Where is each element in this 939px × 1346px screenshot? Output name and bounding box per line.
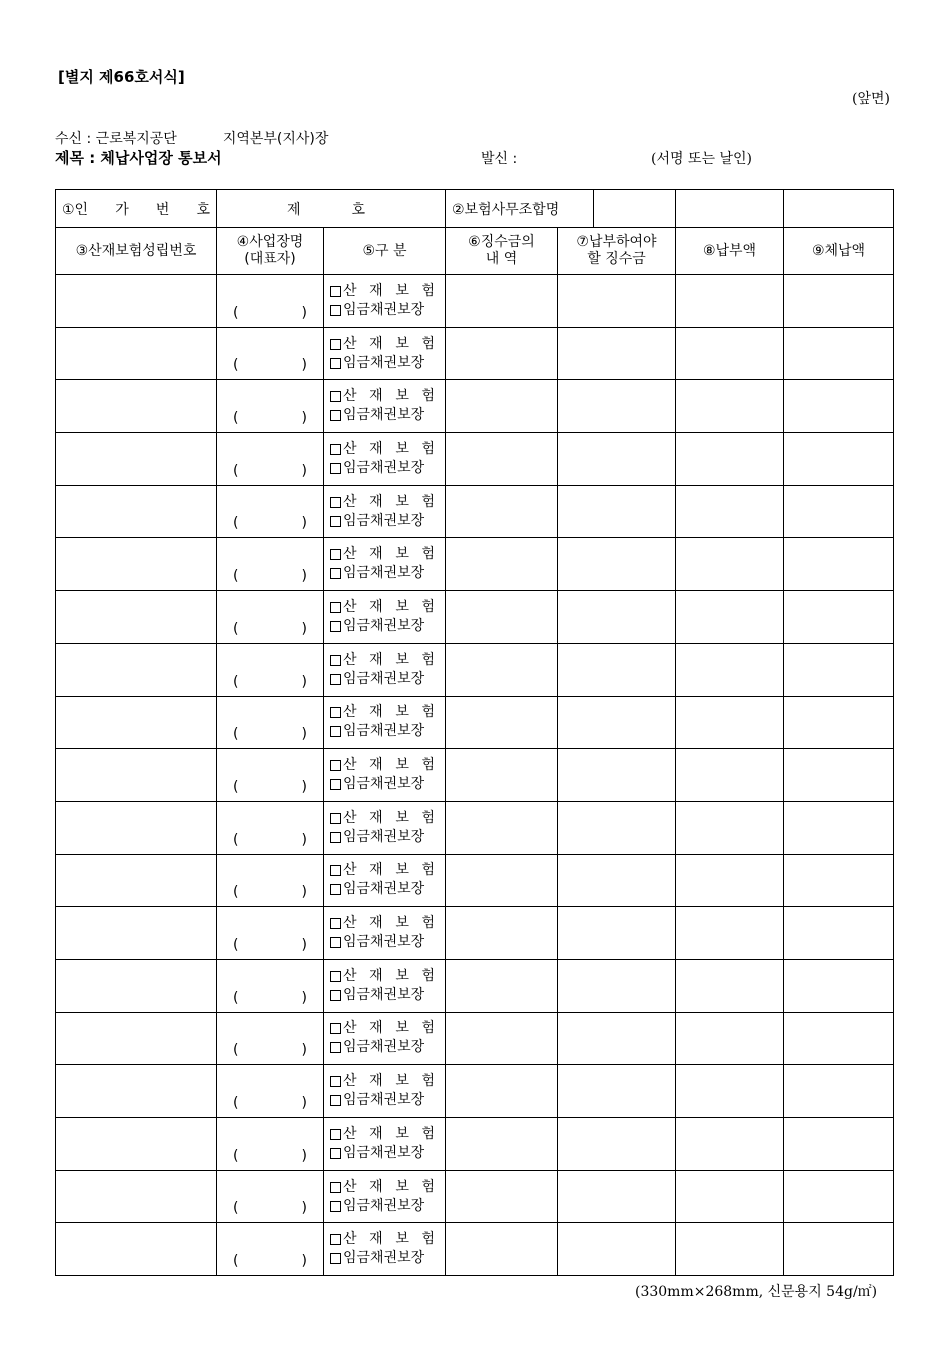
due-amount-cell[interactable]	[558, 1170, 676, 1223]
representative-parens: ( )	[233, 410, 307, 427]
wage-claim-checkbox[interactable]	[330, 305, 341, 316]
paid-amount-cell[interactable]	[676, 1170, 784, 1223]
category-cell	[324, 485, 446, 538]
collection-detail-cell[interactable]	[446, 433, 558, 486]
arrears-amount-cell[interactable]	[784, 485, 894, 538]
representative-parens: ( )	[233, 1200, 307, 1217]
industrial-insurance-label: 산 재 보 험	[343, 335, 435, 352]
industrial-insurance-checkbox[interactable]	[330, 391, 341, 402]
wage-claim-checkbox[interactable]	[330, 884, 341, 895]
category-cell	[324, 591, 446, 644]
industrial-insurance-label: 산 재 보 험	[343, 704, 435, 721]
industrial-insurance-label: 산 재 보 험	[343, 440, 435, 457]
arrears-amount-cell[interactable]	[784, 696, 894, 749]
wage-claim-checkbox[interactable]	[330, 1042, 341, 1053]
wage-claim-checkbox[interactable]	[330, 937, 341, 948]
arrears-amount-cell[interactable]	[784, 591, 894, 644]
wage-claim-label: 임금채권보장	[343, 723, 425, 740]
paid-amount-cell[interactable]	[676, 1223, 784, 1276]
representative-parens: ( )	[233, 1095, 307, 1111]
industrial-insurance-checkbox[interactable]	[330, 1234, 341, 1245]
permit-number-label: ①인 가 번 호	[56, 190, 217, 228]
subject-line: 제목 : 체납사업장 통보서	[55, 149, 222, 167]
category-cell	[324, 801, 446, 854]
wage-claim-checkbox[interactable]	[330, 1148, 341, 1159]
workplace-name-cell[interactable]	[217, 380, 324, 433]
insurance-number-cell[interactable]	[56, 801, 217, 854]
due-amount-cell[interactable]	[558, 801, 676, 854]
wage-claim-label: 임금채권보장	[343, 1250, 425, 1267]
table-row	[56, 696, 894, 749]
arrears-amount-cell[interactable]	[784, 643, 894, 696]
table-row	[56, 538, 894, 591]
table-row	[56, 433, 894, 486]
representative-parens: ( )	[233, 357, 307, 374]
workplace-name-cell[interactable]	[217, 1012, 324, 1065]
wage-claim-label: 임금채권보장	[343, 512, 425, 529]
paid-amount-cell[interactable]	[676, 538, 784, 591]
workplace-name-cell[interactable]	[217, 275, 324, 328]
industrial-insurance-label: 산 재 보 험	[343, 1231, 435, 1248]
insurance-number-cell[interactable]	[56, 485, 217, 538]
industrial-insurance-checkbox[interactable]	[330, 971, 341, 982]
due-amount-cell[interactable]	[558, 643, 676, 696]
due-amount-cell[interactable]	[558, 380, 676, 433]
workplace-name-cell[interactable]	[217, 801, 324, 854]
category-cell	[324, 327, 446, 380]
insurance-number-cell[interactable]	[56, 1065, 217, 1118]
arrears-amount-cell[interactable]	[784, 1118, 894, 1171]
workplace-name-cell[interactable]	[217, 591, 324, 644]
workplace-name-cell[interactable]	[217, 1065, 324, 1118]
industrial-insurance-checkbox[interactable]	[330, 655, 341, 666]
signature-label: (서명 또는 날인)	[651, 151, 752, 167]
insurance-number-cell[interactable]	[56, 643, 217, 696]
wage-claim-label: 임금채권보장	[343, 934, 425, 951]
col-header-due: ⑦납부하여야 할 징수금	[558, 228, 676, 275]
wage-claim-label: 임금채권보장	[343, 986, 425, 1003]
category-cell	[324, 907, 446, 960]
delinquent-workplace-table	[55, 189, 894, 1276]
category-cell	[324, 1170, 446, 1223]
wage-claim-label: 임금채권보장	[343, 1144, 425, 1161]
workplace-name-cell[interactable]	[217, 959, 324, 1012]
due-amount-cell[interactable]	[558, 538, 676, 591]
insurance-number-cell[interactable]	[56, 1170, 217, 1223]
collection-detail-cell[interactable]	[446, 485, 558, 538]
industrial-insurance-label: 산 재 보 험	[343, 809, 435, 826]
industrial-insurance-checkbox[interactable]	[330, 1182, 341, 1193]
wage-claim-checkbox[interactable]	[330, 410, 341, 421]
category-cell	[324, 749, 446, 802]
wage-claim-label: 임금채권보장	[343, 407, 425, 424]
arrears-amount-cell[interactable]	[784, 1065, 894, 1118]
workplace-name-cell[interactable]	[217, 327, 324, 380]
paid-amount-cell[interactable]	[676, 696, 784, 749]
arrears-amount-cell[interactable]	[784, 433, 894, 486]
due-amount-cell[interactable]	[558, 275, 676, 328]
wage-claim-checkbox[interactable]	[330, 1201, 341, 1212]
category-cell	[324, 1065, 446, 1118]
industrial-insurance-label: 산 재 보 험	[343, 598, 435, 615]
category-cell	[324, 643, 446, 696]
paid-amount-cell[interactable]	[676, 380, 784, 433]
industrial-insurance-checkbox[interactable]	[330, 339, 341, 350]
table-row	[56, 959, 894, 1012]
table-row	[56, 1170, 894, 1223]
wage-claim-label: 임금채권보장	[343, 881, 425, 898]
due-amount-cell[interactable]	[558, 1012, 676, 1065]
paid-amount-cell[interactable]	[676, 1118, 784, 1171]
due-amount-cell[interactable]	[558, 749, 676, 802]
paid-amount-cell[interactable]	[676, 327, 784, 380]
wage-claim-checkbox[interactable]	[330, 621, 341, 632]
workplace-name-cell[interactable]	[217, 1170, 324, 1223]
collection-detail-cell[interactable]	[446, 959, 558, 1012]
wage-claim-label: 임금채권보장	[343, 565, 425, 582]
collection-detail-cell[interactable]	[446, 1065, 558, 1118]
due-amount-cell[interactable]	[558, 485, 676, 538]
industrial-insurance-label: 산 재 보 험	[343, 651, 435, 668]
industrial-insurance-checkbox[interactable]	[330, 286, 341, 297]
industrial-insurance-label: 산 재 보 험	[343, 757, 435, 774]
workplace-name-cell[interactable]	[217, 1223, 324, 1276]
agency-name-value[interactable]	[676, 190, 784, 228]
representative-parens: ( )	[233, 884, 307, 901]
arrears-amount-cell[interactable]	[784, 380, 894, 433]
insurance-number-cell[interactable]	[56, 591, 217, 644]
table-row	[56, 1223, 894, 1276]
col-header-insurance_no: ③산재보험성립번호	[56, 228, 217, 275]
due-amount-cell[interactable]	[558, 327, 676, 380]
table-row	[56, 591, 894, 644]
collection-detail-cell[interactable]	[446, 380, 558, 433]
workplace-name-cell[interactable]	[217, 643, 324, 696]
arrears-amount-cell[interactable]	[784, 801, 894, 854]
paid-amount-cell[interactable]	[676, 854, 784, 907]
collection-detail-cell[interactable]	[446, 275, 558, 328]
industrial-insurance-label: 산 재 보 험	[343, 282, 435, 299]
insurance-number-cell[interactable]	[56, 959, 217, 1012]
table-row	[56, 1012, 894, 1065]
representative-parens: ( )	[233, 462, 307, 479]
arrears-amount-cell[interactable]	[784, 327, 894, 380]
industrial-insurance-checkbox[interactable]	[330, 1076, 341, 1087]
arrears-amount-cell[interactable]	[784, 749, 894, 802]
paid-amount-cell[interactable]	[676, 485, 784, 538]
industrial-insurance-checkbox[interactable]	[330, 918, 341, 929]
paid-amount-cell[interactable]	[676, 1065, 784, 1118]
category-cell	[324, 380, 446, 433]
insurance-number-cell[interactable]	[56, 275, 217, 328]
table-row	[56, 275, 894, 328]
representative-parens: ( )	[233, 726, 307, 743]
due-amount-cell[interactable]	[558, 1118, 676, 1171]
table-row	[56, 485, 894, 538]
industrial-insurance-checkbox[interactable]	[330, 497, 341, 508]
collection-detail-cell[interactable]	[446, 749, 558, 802]
category-cell	[324, 1118, 446, 1171]
arrears-amount-cell[interactable]	[784, 907, 894, 960]
table-row	[56, 327, 894, 380]
arrears-amount-cell[interactable]	[784, 1012, 894, 1065]
insurance-number-cell[interactable]	[56, 1118, 217, 1171]
collection-detail-cell[interactable]	[446, 591, 558, 644]
recipient-prefix: 수신 : 근로복지공단	[55, 131, 177, 147]
paper-spec: (330mm×268mm, 신문용지 54g/㎡)	[635, 1284, 878, 1300]
header-row-1	[56, 190, 894, 228]
industrial-insurance-checkbox[interactable]	[330, 1023, 341, 1034]
representative-parens: ( )	[233, 620, 307, 637]
wage-claim-label: 임금채권보장	[343, 1039, 425, 1056]
workplace-name-cell[interactable]	[217, 907, 324, 960]
wage-claim-checkbox[interactable]	[330, 674, 341, 685]
wage-claim-checkbox[interactable]	[330, 358, 341, 369]
representative-parens: ( )	[233, 673, 307, 690]
table-row	[56, 749, 894, 802]
wage-claim-label: 임금채권보장	[343, 670, 425, 687]
due-amount-cell[interactable]	[558, 1065, 676, 1118]
col-header-category: ⑤구 분	[324, 228, 446, 275]
arrears-amount-cell[interactable]	[784, 854, 894, 907]
due-amount-cell[interactable]	[558, 959, 676, 1012]
category-cell	[324, 959, 446, 1012]
industrial-insurance-checkbox[interactable]	[330, 760, 341, 771]
wage-claim-checkbox[interactable]	[330, 1095, 341, 1106]
insurance-number-cell[interactable]	[56, 538, 217, 591]
due-amount-cell[interactable]	[558, 1223, 676, 1276]
arrears-amount-cell[interactable]	[784, 959, 894, 1012]
wage-claim-label: 임금채권보장	[343, 1197, 425, 1214]
table-row	[56, 643, 894, 696]
workplace-name-cell[interactable]	[217, 538, 324, 591]
wage-claim-checkbox[interactable]	[330, 1253, 341, 1264]
representative-parens: ( )	[233, 778, 307, 795]
wage-claim-checkbox[interactable]	[330, 726, 341, 737]
collection-detail-cell[interactable]	[446, 854, 558, 907]
paid-amount-cell[interactable]	[676, 433, 784, 486]
industrial-insurance-label: 산 재 보 험	[343, 915, 435, 932]
industrial-insurance-label: 산 재 보 험	[343, 493, 435, 510]
collection-detail-cell[interactable]	[446, 907, 558, 960]
wage-claim-label: 임금채권보장	[343, 354, 425, 371]
category-cell	[324, 696, 446, 749]
table-row	[56, 907, 894, 960]
due-amount-cell[interactable]	[558, 696, 676, 749]
representative-parens: ( )	[233, 304, 307, 321]
wage-claim-label: 임금채권보장	[343, 1092, 425, 1109]
representative-parens: ( )	[233, 1147, 307, 1164]
industrial-insurance-label: 산 재 보 험	[343, 1125, 435, 1142]
column-header-row	[56, 228, 894, 275]
representative-parens: ( )	[233, 989, 307, 1006]
due-amount-cell[interactable]	[558, 854, 676, 907]
wage-claim-label: 임금채권보장	[343, 459, 425, 476]
industrial-insurance-label: 산 재 보 험	[343, 388, 435, 405]
table-row	[56, 1065, 894, 1118]
category-cell	[324, 1012, 446, 1065]
industrial-insurance-checkbox[interactable]	[330, 444, 341, 455]
recipient-line	[55, 128, 328, 148]
collection-detail-cell[interactable]	[446, 1118, 558, 1171]
industrial-insurance-checkbox[interactable]	[330, 602, 341, 613]
page-side-label: (앞면)	[852, 91, 890, 107]
industrial-insurance-checkbox[interactable]	[330, 813, 341, 824]
representative-parens: ( )	[233, 1042, 307, 1059]
agency-name-label: ②보험사무조합명	[446, 190, 676, 228]
recipient-suffix: 지역본부(지사)장	[222, 131, 329, 147]
workplace-name-cell[interactable]	[217, 1118, 324, 1171]
industrial-insurance-label: 산 재 보 험	[343, 967, 435, 984]
collection-detail-cell[interactable]	[446, 538, 558, 591]
paid-amount-cell[interactable]	[676, 1012, 784, 1065]
wage-claim-checkbox[interactable]	[330, 463, 341, 474]
wage-claim-label: 임금채권보장	[343, 301, 425, 318]
category-cell	[324, 433, 446, 486]
sender-label: 발신 :	[481, 151, 518, 167]
col-header-paid: ⑧납부액	[676, 228, 784, 275]
paid-amount-cell[interactable]	[676, 275, 784, 328]
table-row	[56, 1118, 894, 1171]
insurance-number-cell[interactable]	[56, 1223, 217, 1276]
representative-parens: ( )	[233, 936, 307, 953]
insurance-number-cell[interactable]	[56, 1012, 217, 1065]
insurance-number-cell[interactable]	[56, 854, 217, 907]
col-header-workplace: ④사업장명 (대표자)	[217, 228, 324, 275]
insurance-number-cell[interactable]	[56, 749, 217, 802]
workplace-name-cell[interactable]	[217, 854, 324, 907]
insurance-number-cell[interactable]	[56, 327, 217, 380]
representative-parens: ( )	[233, 831, 307, 848]
category-cell	[324, 538, 446, 591]
representative-parens: ( )	[233, 1253, 307, 1270]
wage-claim-checkbox[interactable]	[330, 832, 341, 843]
wage-claim-checkbox[interactable]	[330, 516, 341, 527]
industrial-insurance-label: 산 재 보 험	[343, 1178, 435, 1195]
representative-parens: ( )	[233, 515, 307, 532]
arrears-amount-cell[interactable]	[784, 1170, 894, 1223]
permit-number-value[interactable]: 제 호	[217, 190, 446, 228]
collection-detail-cell[interactable]	[446, 327, 558, 380]
arrears-amount-cell[interactable]	[784, 275, 894, 328]
due-amount-cell[interactable]	[558, 591, 676, 644]
industrial-insurance-label: 산 재 보 험	[343, 1020, 435, 1037]
industrial-insurance-checkbox[interactable]	[330, 707, 341, 718]
wage-claim-label: 임금채권보장	[343, 617, 425, 634]
paid-amount-cell[interactable]	[676, 801, 784, 854]
category-cell	[324, 854, 446, 907]
agency-name-extra[interactable]	[784, 190, 894, 228]
col-header-collection: ⑥징수금의 내 역	[446, 228, 558, 275]
insurance-number-cell[interactable]	[56, 907, 217, 960]
paid-amount-cell[interactable]	[676, 959, 784, 1012]
collection-detail-cell[interactable]	[446, 801, 558, 854]
wage-claim-label: 임금채권보장	[343, 776, 425, 793]
insurance-number-cell[interactable]	[56, 380, 217, 433]
industrial-insurance-label: 산 재 보 험	[343, 546, 435, 563]
col-header-arrears: ⑨체납액	[784, 228, 894, 275]
workplace-name-cell[interactable]	[217, 485, 324, 538]
table-row	[56, 854, 894, 907]
paid-amount-cell[interactable]	[676, 591, 784, 644]
industrial-insurance-checkbox[interactable]	[330, 549, 341, 560]
representative-parens: ( )	[233, 568, 307, 585]
collection-detail-cell[interactable]	[446, 1012, 558, 1065]
table-row	[56, 801, 894, 854]
workplace-name-cell[interactable]	[217, 749, 324, 802]
paid-amount-cell[interactable]	[676, 749, 784, 802]
collection-detail-cell[interactable]	[446, 696, 558, 749]
wage-claim-checkbox[interactable]	[330, 568, 341, 579]
industrial-insurance-label: 산 재 보 험	[343, 1073, 435, 1090]
collection-detail-cell[interactable]	[446, 643, 558, 696]
form-id: [별지 제66호서식]	[58, 68, 185, 86]
paid-amount-cell[interactable]	[676, 643, 784, 696]
due-amount-cell[interactable]	[558, 907, 676, 960]
wage-claim-checkbox[interactable]	[330, 779, 341, 790]
paid-amount-cell[interactable]	[676, 907, 784, 960]
collection-detail-cell[interactable]	[446, 1223, 558, 1276]
arrears-amount-cell[interactable]	[784, 538, 894, 591]
wage-claim-label: 임금채권보장	[343, 828, 425, 845]
arrears-amount-cell[interactable]	[784, 1223, 894, 1276]
industrial-insurance-checkbox[interactable]	[330, 865, 341, 876]
industrial-insurance-label: 산 재 보 험	[343, 862, 435, 879]
insurance-number-cell[interactable]	[56, 696, 217, 749]
industrial-insurance-checkbox[interactable]	[330, 1129, 341, 1140]
category-cell	[324, 275, 446, 328]
category-cell	[324, 1223, 446, 1276]
workplace-name-cell[interactable]	[217, 696, 324, 749]
due-amount-cell[interactable]	[558, 433, 676, 486]
table-row	[56, 380, 894, 433]
collection-detail-cell[interactable]	[446, 1170, 558, 1223]
wage-claim-checkbox[interactable]	[330, 990, 341, 1001]
workplace-name-cell[interactable]	[217, 433, 324, 486]
insurance-number-cell[interactable]	[56, 433, 217, 486]
